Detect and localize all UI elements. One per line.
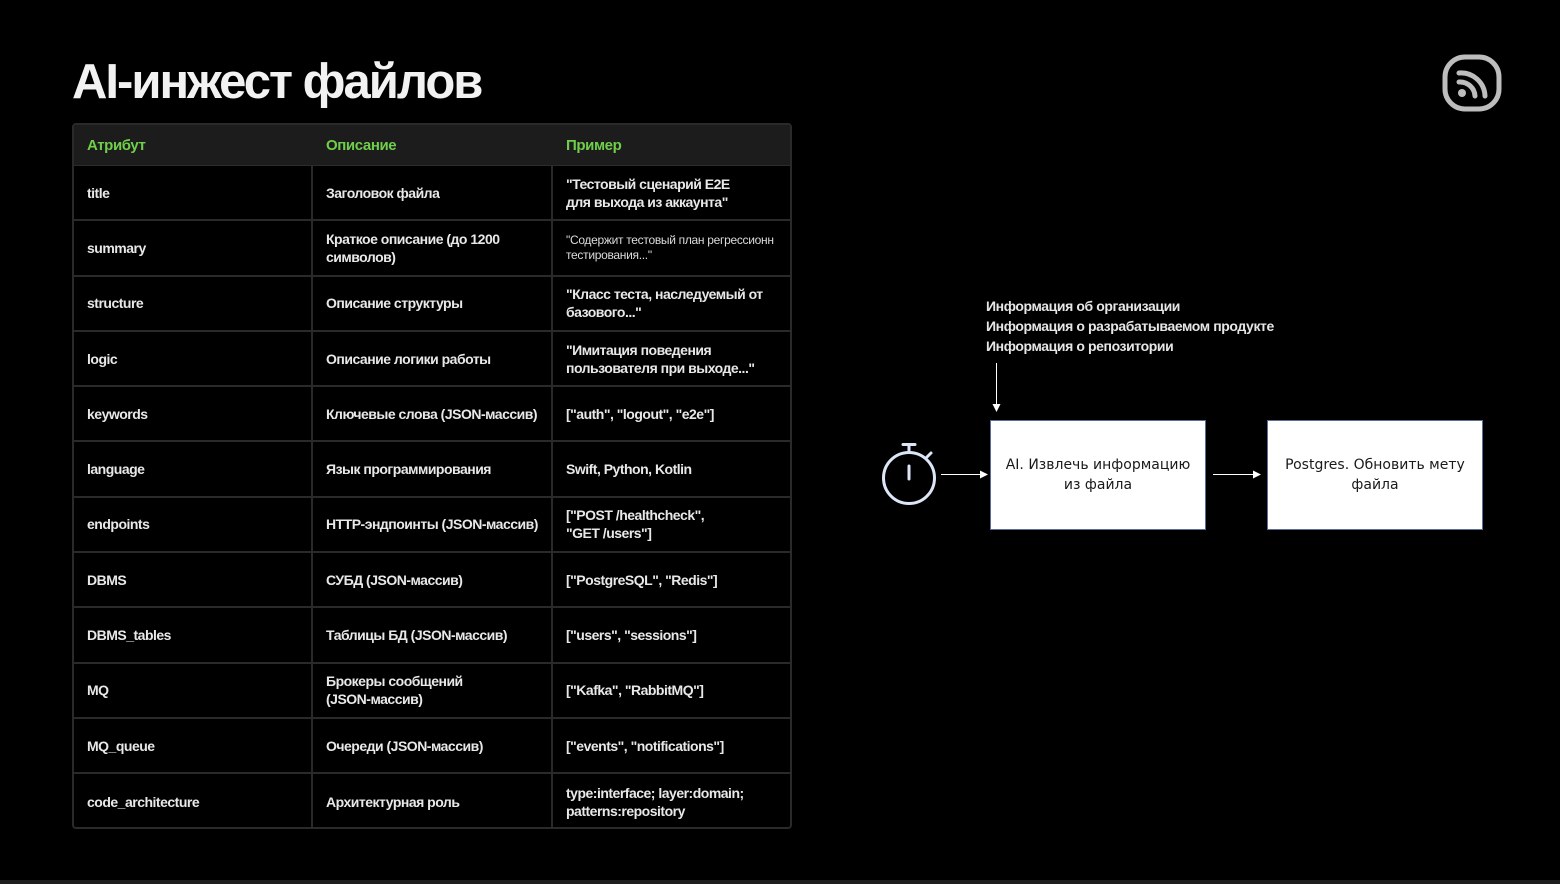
cell-example: ["users", "sessions"] — [566, 627, 697, 644]
cell-attribute: keywords — [74, 387, 313, 440]
cell-description: Ключевые слова (JSON-массив) — [313, 387, 553, 440]
cell-description: Таблицы БД (JSON-массив) — [313, 608, 553, 661]
cell-attribute: MQ_queue — [74, 719, 313, 772]
cell-example: ["PostgreSQL", "Redis"] — [566, 571, 718, 588]
context-organization: Информация об организации — [986, 298, 1180, 314]
cell-example: ["auth", "logout", "e2e"] — [566, 405, 714, 422]
slide-title: AI-инжест файлов — [72, 55, 482, 109]
cell-attribute: title — [74, 166, 313, 219]
table-row — [74, 442, 790, 497]
cell-attribute: structure — [74, 277, 313, 330]
header-description: Описание — [326, 137, 397, 154]
cell-example: "Тестовый сценарий E2E для выхода из аккаунта" — [566, 175, 730, 210]
table-row — [74, 774, 790, 829]
cell-attribute: language — [74, 442, 313, 495]
cell-description: СУБД (JSON-массив) — [313, 553, 553, 606]
table-row — [74, 277, 790, 332]
cell-example: "Класс теста, наследуемый от базового..." — [566, 286, 763, 321]
table-row — [74, 664, 790, 719]
table-row — [74, 166, 790, 221]
table-row — [74, 387, 790, 442]
cell-example: ["Kafka", "RabbitMQ"] — [566, 682, 704, 699]
table-row — [74, 719, 790, 774]
ai-extract-box — [990, 420, 1206, 530]
cell-example: type:interface; layer:domain; patterns:repository — [566, 784, 744, 819]
cell-description: Архитектурная роль — [313, 774, 553, 829]
cell-attribute: endpoints — [74, 498, 313, 551]
header-example: Пример — [566, 137, 622, 154]
table-row — [74, 332, 790, 387]
table-body — [74, 166, 790, 829]
cell-description: Описание логики работы — [313, 332, 553, 385]
ai-extract-label: AI. Извлечь информацию из файла — [1005, 457, 1191, 493]
cell-example: Swift, Python, Kotlin — [566, 461, 692, 478]
context-product: Информация о разрабатываемом продукте — [986, 318, 1274, 334]
cell-example: "Имитация поведения пользователя при выходе..." — [566, 341, 755, 376]
postgres-update-box — [1267, 420, 1483, 530]
cell-description: Заголовок файла — [313, 166, 553, 219]
stopwatch-icon — [878, 440, 940, 510]
postgres-update-label: Postgres. Обновить мету файла — [1285, 457, 1465, 493]
cell-attribute: MQ — [74, 664, 313, 717]
attributes-table — [72, 123, 792, 829]
table-header — [74, 125, 790, 166]
table-row — [74, 553, 790, 608]
table-row — [74, 221, 790, 276]
cell-attribute: DBMS_tables — [74, 608, 313, 661]
cell-description: Очереди (JSON-массив) — [313, 719, 553, 772]
cell-attribute: logic — [74, 332, 313, 385]
cell-description: Брокеры сообщений (JSON-массив) — [313, 664, 553, 717]
cell-description: HTTP-эндпоинты (JSON-массив) — [313, 498, 553, 551]
cell-description: Краткое описание (до 1200 символов) — [313, 221, 553, 274]
header-attribute: Атрибут — [87, 137, 146, 154]
cell-attribute: code_architecture — [74, 774, 313, 829]
table-row — [74, 498, 790, 553]
cell-attribute: DBMS — [74, 553, 313, 606]
cell-example: ["POST /healthcheck", "GET /users"] — [566, 507, 705, 542]
cell-description: Описание структуры — [313, 277, 553, 330]
cell-attribute: summary — [74, 221, 313, 274]
context-notes — [986, 296, 1406, 356]
context-repository: Информация о репозитории — [986, 338, 1174, 354]
cell-description: Язык программирования — [313, 442, 553, 495]
logo-icon — [1442, 54, 1502, 112]
cell-example: "Содержит тестовый план регрессионн тестирования..." — [566, 232, 774, 262]
table-row — [74, 608, 790, 663]
cell-example: ["events", "notifications"] — [566, 737, 724, 754]
bottom-divider — [0, 880, 1560, 884]
